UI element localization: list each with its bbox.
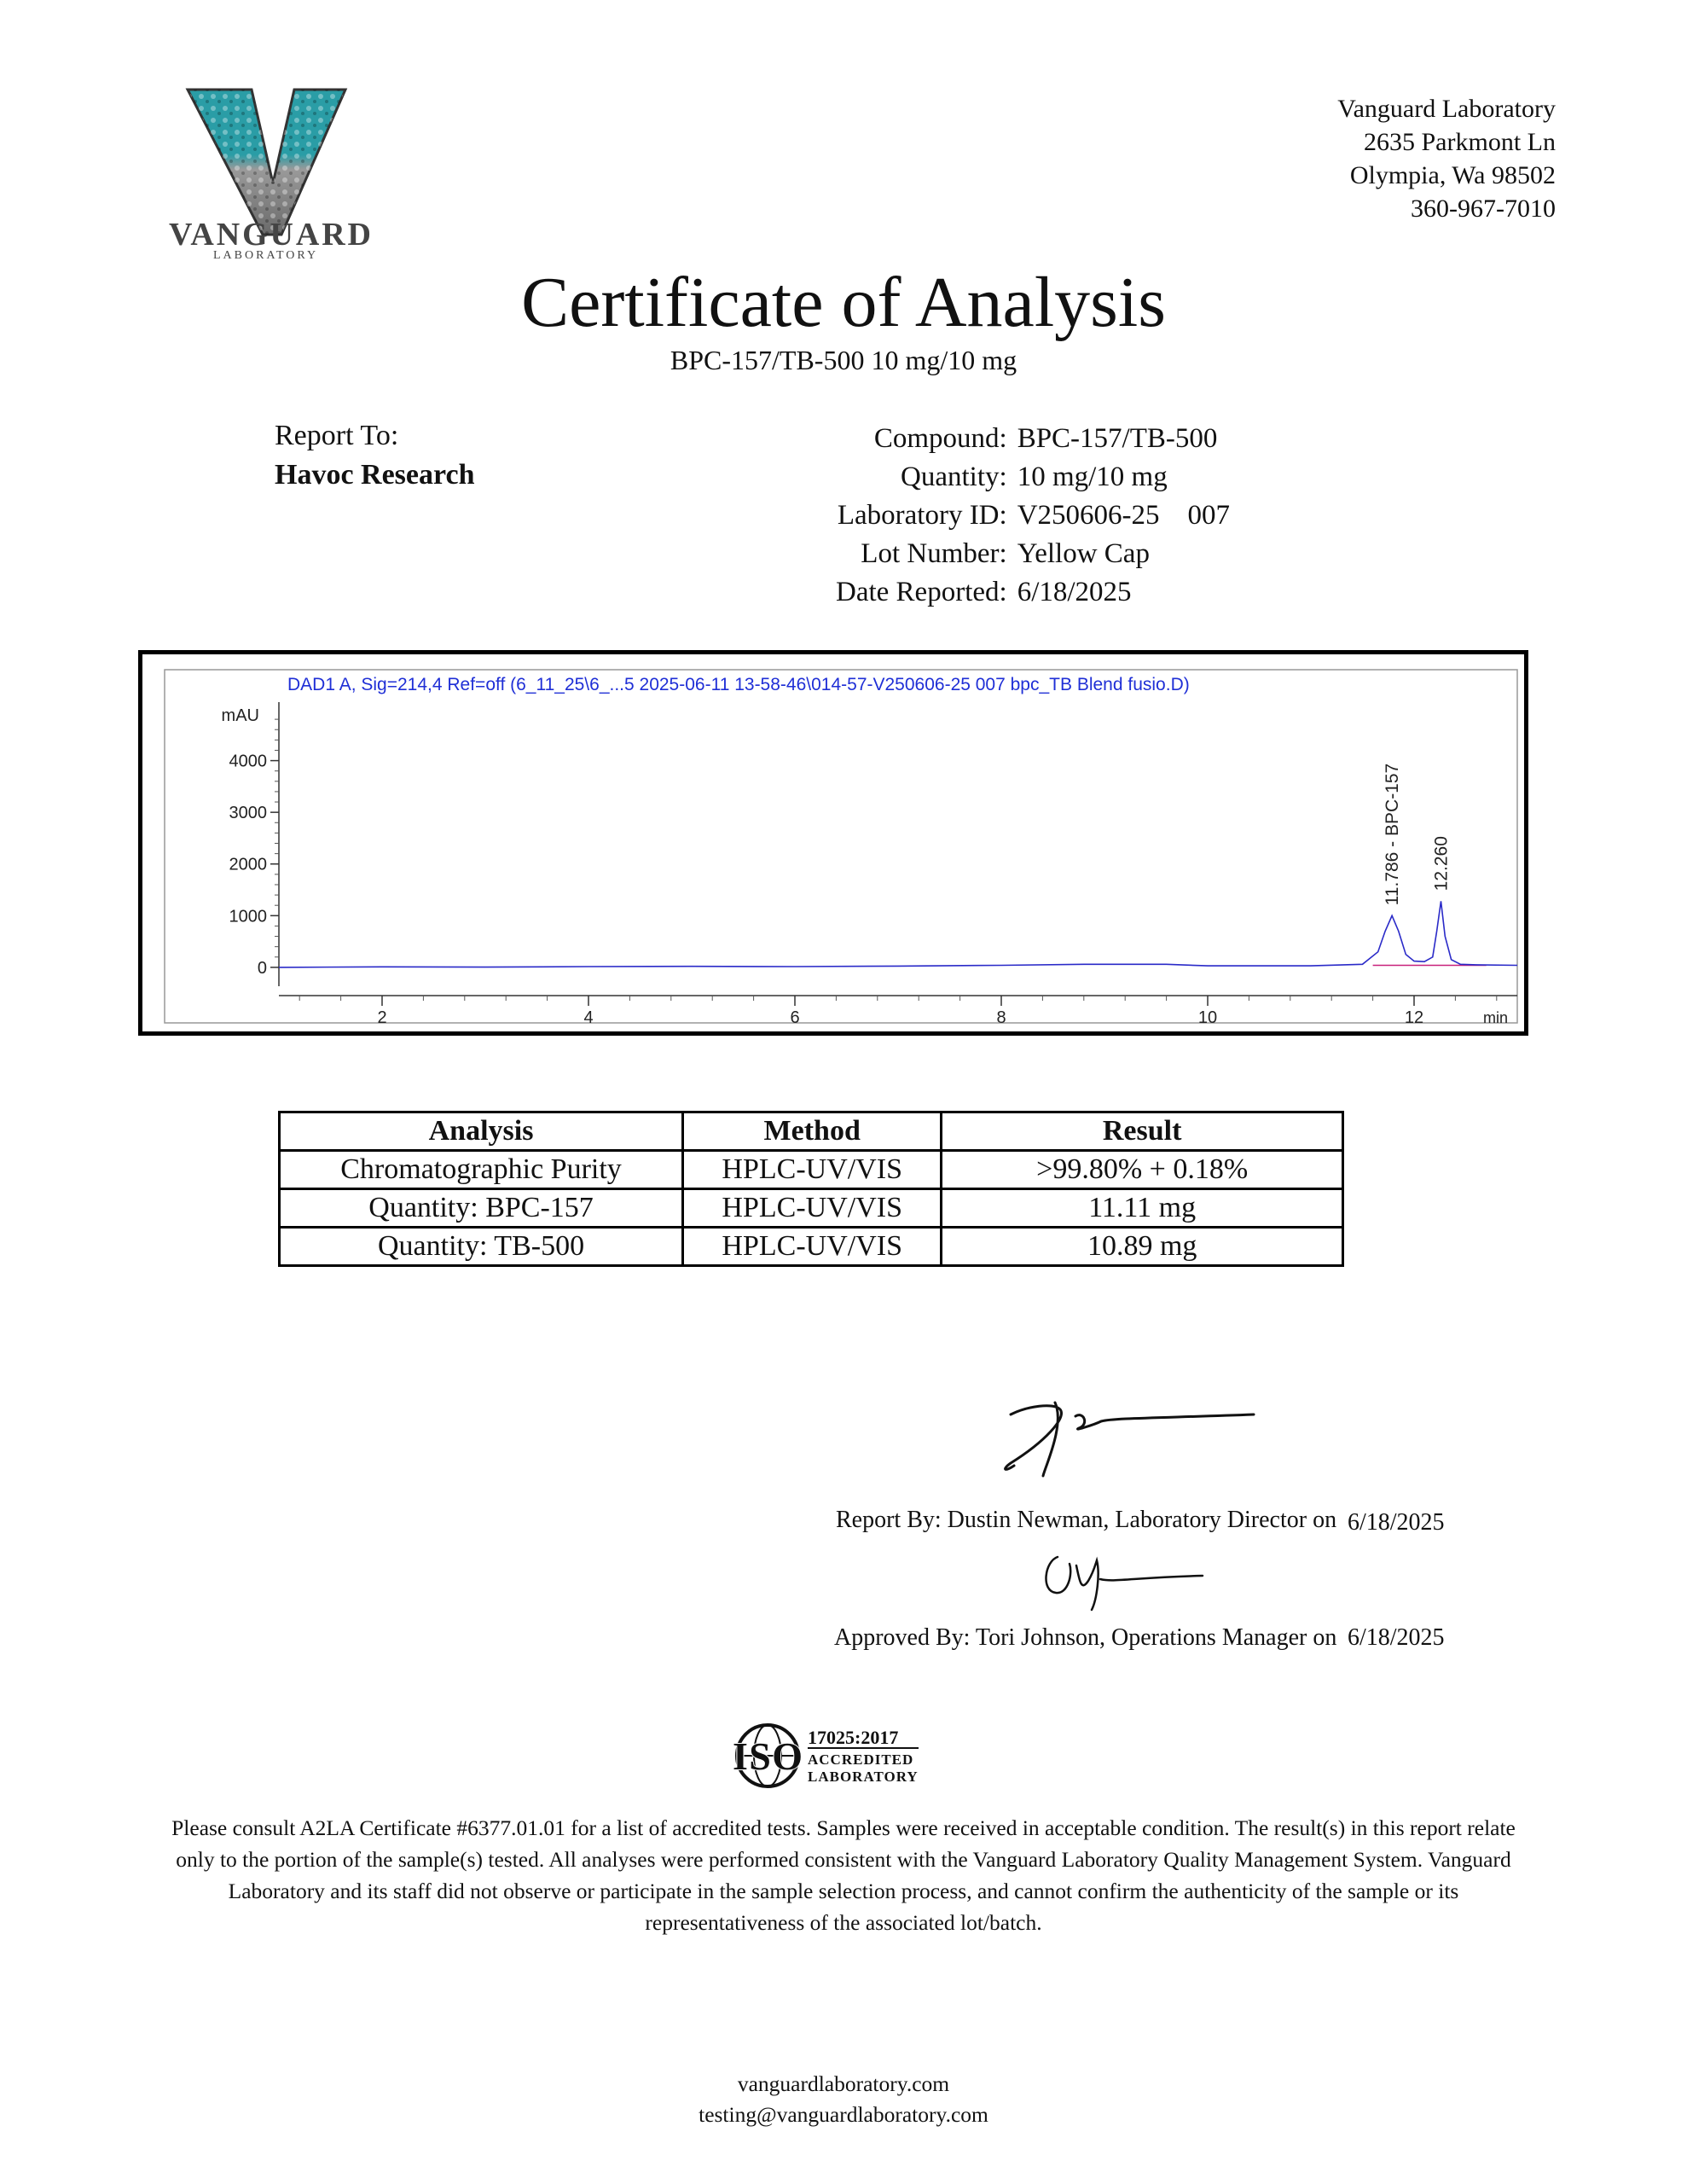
results-table bbox=[278, 1111, 1344, 1267]
y-tick-label: 2000 bbox=[229, 855, 267, 874]
header-result: Result bbox=[942, 1112, 1343, 1151]
y-axis-label: mAU bbox=[221, 706, 259, 725]
lab-name: Vanguard Laboratory bbox=[1337, 95, 1556, 123]
sample-info-value: 6/18/2025 bbox=[1017, 577, 1132, 607]
iso-accredited: ACCREDITED bbox=[808, 1751, 914, 1768]
analysis-cell: Quantity: TB-500 bbox=[280, 1228, 683, 1266]
chart-inner-frame bbox=[165, 670, 1517, 1023]
lab-street: 2635 Parkmont Ln bbox=[1364, 128, 1556, 156]
sample-info-row bbox=[836, 497, 1230, 535]
signature-newman bbox=[994, 1391, 1267, 1484]
peak-label: 12.260 bbox=[1431, 836, 1452, 892]
footer-website[interactable]: vanguardlaboratory.com bbox=[737, 2071, 950, 2096]
x-tick-label: 10 bbox=[1197, 1008, 1218, 1027]
approved-by-text: Approved By: Tori Johnson, Operations Manager on bbox=[834, 1624, 1337, 1651]
y-tick-label: 0 bbox=[257, 958, 267, 978]
x-tick-label: 6 bbox=[790, 1008, 800, 1027]
result-cell: 10.89 mg bbox=[942, 1228, 1343, 1266]
chromatogram-chart bbox=[142, 654, 1524, 1031]
method-cell: HPLC-UV/VIS bbox=[683, 1228, 942, 1266]
sample-info-row bbox=[836, 458, 1230, 497]
chromatogram-trace bbox=[279, 901, 1517, 967]
sample-info-row bbox=[836, 535, 1230, 573]
iso-laboratory: LABORATORY bbox=[808, 1769, 919, 1785]
method-cell: HPLC-UV/VIS bbox=[683, 1151, 942, 1189]
footer-email[interactable]: testing@vanguardlaboratory.com bbox=[699, 2102, 988, 2127]
sample-info-value: Yellow Cap bbox=[1017, 538, 1150, 569]
sample-info-label: Laboratory ID: bbox=[837, 500, 1007, 531]
sample-info-row bbox=[836, 573, 1230, 612]
report-by-text: Report By: Dustin Newman, Laboratory Director on bbox=[836, 1507, 1337, 1533]
table-row bbox=[280, 1228, 1343, 1266]
report-by-date: 6/18/2025 bbox=[1348, 1509, 1445, 1536]
approved-by-date: 6/18/2025 bbox=[1348, 1624, 1445, 1651]
report-to-label: Report To: bbox=[275, 420, 399, 451]
document-subtitle: BPC-157/TB-500 10 mg/10 mg bbox=[670, 345, 1017, 375]
sample-info-table bbox=[836, 420, 1230, 612]
sample-info-label: Date Reported: bbox=[836, 577, 1007, 607]
document-title: Certificate of Analysis bbox=[521, 263, 1166, 342]
analysis-cell: Chromatographic Purity bbox=[280, 1151, 683, 1189]
x-tick-label: 8 bbox=[996, 1008, 1006, 1027]
lab-city: Olympia, Wa 98502 bbox=[1349, 161, 1556, 189]
sample-info-label: Quantity: bbox=[901, 462, 1007, 492]
y-tick-label: 1000 bbox=[229, 907, 267, 926]
y-tick-label: 3000 bbox=[229, 804, 267, 823]
footer bbox=[0, 2069, 1687, 2130]
iso-standard: 17025:2017 bbox=[808, 1727, 899, 1748]
analysis-cell: Quantity: BPC-157 bbox=[280, 1189, 683, 1228]
sample-info-label: Compound: bbox=[873, 423, 1007, 454]
x-tick-label: 2 bbox=[377, 1008, 387, 1027]
table-row bbox=[280, 1189, 1343, 1228]
result-cell: >99.80% + 0.18% bbox=[942, 1151, 1343, 1189]
logo-tagline: LABORATORY bbox=[213, 249, 319, 262]
sample-info-value: 10 mg/10 mg bbox=[1017, 462, 1168, 492]
sample-info-label: Lot Number: bbox=[861, 538, 1007, 569]
table-row bbox=[280, 1151, 1343, 1189]
chromatogram-frame bbox=[138, 650, 1528, 1036]
disclaimer-text: Please consult A2LA Certificate #6377.01.01 for a list of accredited tests. Samples were received in acceptable condition. The result(s) in this report relate only to the portion of the sample(s) tested. All analyses were performed consistent with the Vanguard Laboratory Quality Management System. Vanguard Laboratory and its staff did not observe or participate in the sample selection process, and cannot confirm the authenticity of the sample or its representativeness of the associated lot/batch. bbox=[171, 1815, 1516, 1935]
x-tick-label: 4 bbox=[583, 1008, 594, 1027]
lab-address bbox=[1337, 92, 1556, 225]
logo-wordmark: VANGUARD bbox=[169, 217, 374, 253]
header-method: Method bbox=[683, 1112, 942, 1151]
sample-info-value: BPC-157/TB-500 bbox=[1017, 423, 1218, 454]
peak-label: 11.786 - BPC-157 bbox=[1383, 763, 1403, 906]
sample-info-value: V250606-25 007 bbox=[1017, 500, 1231, 531]
iso-mark: ISO bbox=[733, 1734, 803, 1778]
y-tick-label: 4000 bbox=[229, 752, 267, 771]
client-name: Havoc Research bbox=[275, 459, 475, 491]
iso-accreditation-logo bbox=[729, 1722, 921, 1790]
report-to-block bbox=[275, 416, 474, 495]
vanguard-logo bbox=[162, 81, 384, 264]
method-cell: HPLC-UV/VIS bbox=[683, 1189, 942, 1228]
sample-info-row bbox=[836, 420, 1230, 458]
header-analysis: Analysis bbox=[280, 1112, 683, 1151]
x-axis-label: min bbox=[1483, 1009, 1509, 1026]
signature-johnson bbox=[1032, 1540, 1211, 1612]
lab-phone: 360-967-7010 bbox=[1411, 195, 1556, 223]
x-tick-label: 12 bbox=[1404, 1008, 1424, 1027]
chart-title: DAD1 A, Sig=214,4 Ref=off (6_11_25\6_...5 2025-06-11 13-58-46\014-57-V250606-25 007 bpc_TB Blend fusio.D) bbox=[287, 675, 1190, 694]
results-header-row bbox=[280, 1112, 1343, 1151]
result-cell: 11.11 mg bbox=[942, 1189, 1343, 1228]
